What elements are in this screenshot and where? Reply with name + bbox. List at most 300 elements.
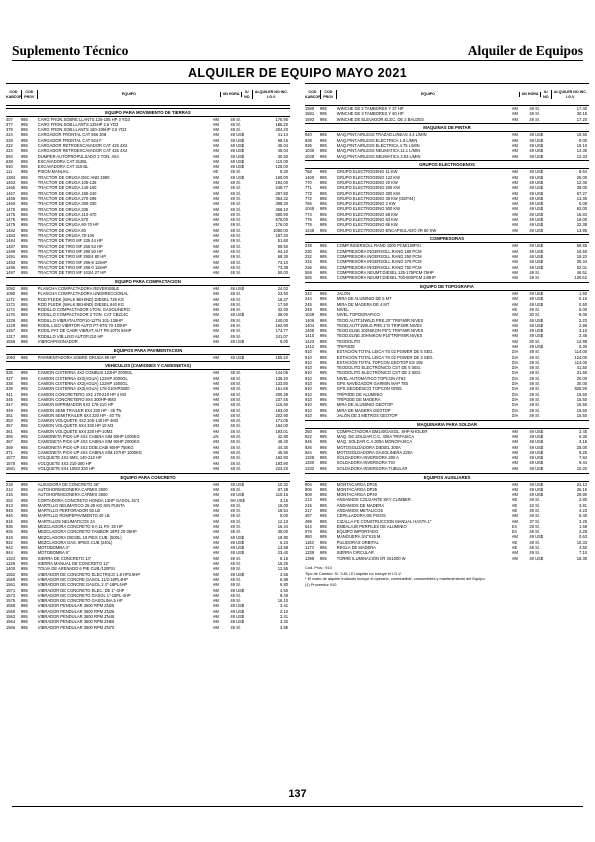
note-line: Cod. Prov.: 910 [305,564,332,570]
cell-cod-prov: 995 [319,492,327,498]
cell-cod-prov: 995 [319,502,327,508]
cell-alquiler: 48.40 [277,439,288,445]
cell-unidad: HM [212,608,219,614]
cell-cod-prov: 995 [20,481,28,487]
col-equipo: EQUIPO [38,92,222,97]
section-title: MAQUINAS DE PINTAR [305,123,589,132]
cell-cod-kabcop: 906 [305,486,312,492]
cell-cod-kabcop: 1228 [6,317,16,323]
cell-alquiler: 69.30 [277,254,288,260]
cell-iu-moneda: 49 US$ [529,227,544,233]
cell-equipo: MAQ.PINT.AIRLESS NEUMATICA 3.83 L/MIN [336,153,421,159]
cell-iu-moneda: 49 US$ [529,174,544,180]
cell-equipo: TRACTOR DE ORUGA 335 [37,206,89,212]
cell-alquiler: 161.65 [275,386,288,392]
cell-alquiler: 6.80 [280,582,288,588]
cell-iu-moneda: 49 S/. [230,291,242,297]
cell-cod-prov: 995 [319,370,327,376]
section-title: GRUPOS ELECTROGENOS [305,160,589,169]
cell-alquiler: 2.45 [579,333,587,339]
cell-equipo: MARTILLO PERFORADOR 50 LB [37,508,101,514]
cell-cod-prov: 995 [20,412,28,418]
section-title: EQUIPO PARA COMPACTACION [6,277,290,286]
cell-unidad: HE [511,508,518,513]
cell-cod-prov: 995 [319,264,327,270]
cell-alquiler: 10.33 [576,539,587,545]
footer-rule [12,806,583,807]
cell-iu-moneda: 49 S/. [230,201,242,207]
cell-iu-moneda: 49 US$ [230,614,245,620]
cell-unidad: HM [511,333,518,339]
cell-equipo: GRUPO ELECTROGENO ENCAPSULADO I/R 50 KW [336,227,437,233]
cell-cod-prov: 995 [319,343,327,349]
cell-cod-kabcop: 1332 [305,465,315,471]
cell-equipo: CARGADOR RETROEXCAVADOR CAT 426 4X4 [37,148,128,154]
cell-cod-kabcop: 679 [305,529,312,535]
cell-cod-prov: 995 [20,116,28,122]
cell-cod-prov: 995 [319,402,327,408]
cell-iu-moneda: 49 S/. [230,227,242,233]
cell-alquiler: 41.14 [277,132,288,138]
cell-cod-kabcop: 1493 [6,259,16,265]
cell-iu-moneda: 49 S/. [529,106,541,111]
cell-unidad: HM [212,227,219,233]
section-title: EQUIPOS PARA PAVIMENTACION [6,346,290,355]
cell-alquiler: 9.40 [280,592,288,598]
cell-alquiler: 7.10 [579,550,587,556]
cell-cod-kabcop: 640 [6,164,13,170]
section-title: EQUIPOS AUXILIARES [305,473,589,482]
cell-cod-prov: 995 [20,132,28,138]
cell-alquiler: 176.90 [275,116,288,122]
cell-equipo: COMPACTADORA BM140GASOL. 8HP KHOLER [336,428,428,434]
cell-cod-prov: 995 [319,534,327,540]
cell-unidad: HM [212,164,219,170]
cell-cod-kabcop: 774 [305,211,312,217]
cell-cod-prov: 995 [20,338,28,344]
cell-alquiler: 176.00 [275,222,288,228]
cell-alquiler: 68.55 [576,243,587,249]
cell-alquiler: 3.20 [579,518,587,524]
cell-alquiler: 241.07 [275,333,288,339]
cell-unidad: HM [212,418,219,424]
cell-unidad: HM [212,486,219,492]
cell-cod-prov: 995 [20,312,28,318]
cell-cod-kabcop: 946 [6,513,13,519]
cell-cod-kabcop: 1578 [6,460,16,466]
cell-alquiler: 13.36 [576,195,587,201]
cell-cod-kabcop: 1330 [305,460,315,466]
cell-equipo: PISON MANUAL [37,169,69,175]
header-left: Suplemento Técnico [12,43,129,58]
cell-equipo: MONTACARGA DP40 [336,492,377,498]
cell-iu-moneda: 49 S/. [529,116,541,122]
cell-alquiler: 3.15 [280,497,288,503]
cell-cod-prov: 995 [319,132,327,138]
cell-unidad: HM [511,455,518,461]
cell-alquiler: 3.15 [579,439,587,445]
cell-iu-moneda: 49 S/. [230,116,242,122]
cell-unidad: HM [212,460,219,466]
cell-unidad: HE [511,545,518,551]
cell-alquiler: 6.30 [579,433,587,439]
cell-cod-prov: 995 [319,217,327,223]
cell-cod-kabcop: 371 [6,449,13,455]
cell-cod-prov: 995 [20,259,28,265]
cell-cod-kabcop: 1328 [305,455,315,461]
cell-cod-kabcop: 1577 [6,455,16,461]
cell-iu-moneda: 49 US$ [230,312,245,318]
cell-alquiler: 1080.00 [273,227,288,233]
cell-iu-moneda: 49 US$ [529,481,544,487]
cell-unidad: HM [212,561,219,567]
cell-cod-prov: 995 [319,523,327,529]
cell-equipo: CAMION CISTERNA 4X2(AGUA) 122HP 2000GL [37,375,128,381]
cell-alquiler: 2.86 [579,322,587,328]
table-row [305,413,589,418]
cell-iu-moneda: 49 S/. [230,317,242,323]
cell-cod-prov: 995 [20,386,28,392]
cell-iu-moneda: 49 US$ [529,343,544,349]
cell-iu-moneda: 49 S/. [529,407,541,413]
cell-alquiler: 51.60 [277,238,288,244]
cell-unidad: HM [511,269,518,275]
page-title: ALQUILER DE EQUIPO MAYO 2021 [187,66,408,80]
cell-unidad: HM [212,301,219,307]
cell-cod-prov: 995 [20,121,28,127]
cell-equipo: ANDAMIOS COLGANTE SKY CLIMBER [336,497,411,503]
cell-equipo: REGLA DE MADERA [336,545,376,551]
cell-cod-prov: 995 [319,333,327,339]
cell-iu-moneda: 49 S/. [230,270,242,276]
cell-alquiler: 59.50 [277,243,288,249]
cell-alquiler: 23.60 [277,291,288,297]
cell-unidad: ES [511,529,517,535]
cell-equipo: RODILLO VIB.LISO AUTOP.210 HP [37,333,104,339]
cell-alquiler: 17.40 [576,106,587,111]
cell-cod-kabcop: 1398 [305,555,315,561]
cell-alquiler: 13.85 [576,227,587,233]
cell-cod-prov: 995 [319,195,327,201]
cell-iu-moneda: 49 S/. [230,296,242,302]
cell-cod-kabcop: 922 [6,539,13,545]
cell-alquiler: 3.56 [280,571,288,577]
note-line: (1) Proveedor 910 [305,581,337,587]
cell-iu-moneda: 49 US$ [529,169,544,175]
cell-unidad: HM [212,386,219,392]
cell-cod-kabcop: 1326 [6,561,16,567]
cell-equipo: VIBRADOR PENDULAR 3600 RPM ZN50 [37,619,115,625]
cell-cod-prov: 995 [20,407,28,413]
cell-alquiler: 3.81 [579,502,587,508]
cell-alquiler: 38.00 [576,185,587,191]
cell-cod-prov: 995 [20,619,28,625]
cell-cod-prov: 995 [319,148,327,154]
cell-iu-moneda: 48 S/. [230,460,242,466]
cell-alquiler: 184.00 [275,423,288,429]
cell-iu-moneda: 49 US$ [230,481,245,487]
cell-equipo: TRACTOR DE TIRO MF 296-0 115HP [37,264,108,270]
cell-alquiler: 297.80 [275,190,288,196]
cell-alquiler: 114.00 [574,359,587,365]
cell-iu-moneda: 48 S/. [529,539,541,545]
cell-unidad: HM [212,322,219,328]
col-cod-kabcop: COD KABCOP [6,90,22,99]
cell-cod-prov: 995 [20,233,28,239]
cell-cod-prov: 995 [319,259,327,265]
cell-unidad: HM [511,338,518,344]
cell-unidad: HM [212,307,219,313]
cell-alquiler: 2.28 [579,529,587,535]
cell-cod-kabcop: 915 [6,518,13,524]
cell-cod-kabcop: 367 [6,439,13,445]
section-title: EQUIPO PARA MOVIMIENTO DE TIERRAS [6,108,290,117]
cell-iu-moneda: 29 S/. [529,523,541,529]
cell-equipo: MOTOBOMBA 4" [37,545,70,551]
cell-unidad: HM [511,343,518,349]
cell-unidad: HM [212,555,219,561]
cell-iu-moneda: 49 US$ [529,444,544,450]
cell-alquiler: 24.14 [576,481,587,487]
cell-cod-prov: 995 [20,322,28,328]
cell-iu-moneda: 49 US$ [529,455,544,461]
cell-unidad: HM [511,328,518,334]
cell-equipo: VIBRADOR DE CONCRETO ELEC. DE 1"-3HP [37,587,125,593]
cell-cod-kabcop: 910 [305,365,312,371]
cell-unidad: HM [212,243,219,249]
cell-unidad: HM [511,185,518,191]
cell-iu-moneda: 49 US$ [529,433,544,439]
cell-iu-moneda: 49 S/. [230,301,242,307]
cell-unidad: HM [212,195,219,201]
cell-unidad: UN [212,434,219,440]
note-line: * El costo de alquiler indicado incluye el operario, combustible, consumibles y mantenimiento del Equipo. [305,576,486,582]
cell-cod-kabcop: 1491 [6,254,16,260]
cell-cod-kabcop: 1558 [6,603,16,609]
cell-alquiler: 826.90 [574,386,587,392]
cell-alquiler: 45.04 [277,142,288,148]
cell-cod-kabcop: 365 [6,434,13,440]
cell-equipo: MEZCLADORA CONCRETO TAMBOR 18P3 20-35HP [37,529,137,535]
cell-equipo: TRÍPODE DE MADERA [336,396,381,402]
cell-cod-kabcop: 349 [6,407,13,413]
cell-alquiler: 3.95 [280,624,288,630]
cell-alquiler: 73.38 [277,264,288,270]
cell-equipo: VIBRADOR PENDULAR 3600 RPM ZN35 [37,608,115,614]
cell-unidad: HM [212,539,219,545]
cell-alquiler: 26.15 [576,486,587,492]
cell-alquiler: 110.00 [275,158,288,164]
table-header [305,83,589,106]
cell-iu-moneda: 49 US$ [529,190,544,196]
cell-cod-prov: 995 [20,428,28,434]
cell-alquiler: 18.80 [277,534,288,540]
cell-alquiler: 580.90 [275,211,288,217]
cell-unidad: HM [212,153,219,159]
cell-alquiler: 193.01 [275,428,288,434]
cell-iu-moneda: 49 S/. [230,217,242,223]
cell-cod-prov: 995 [319,206,327,212]
cell-equipo: GRUPO ELECTROGENO 38 KW (GEP44) [336,195,415,201]
cell-cod-kabcop: 1484 [6,238,16,244]
cell-equipo: COMPRESORA INGERSOLL RAND 375 PCM [336,259,422,265]
cell-equipo: CAMION VOLQUETE 4X2 105-140 HP 4M3 [37,418,119,424]
cell-equipo: MAQ.PINT.AIRLESS TRAZAD.LINEAS 4.4 L/MIN [336,132,427,138]
cell-iu-moneda: 49 S/. [230,322,242,328]
cell-equipo: CAMION CISTERNA 4X2(AGUA) 178-210HP3000 [37,386,130,392]
cell-cod-prov: 995 [20,137,28,143]
cell-cod-kabcop: 1248 [305,227,315,233]
cell-cod-prov: 995 [20,566,28,572]
cell-cod-prov: 995 [20,381,28,387]
cell-iu-moneda: 49 S/. [230,185,242,191]
cell-alquiler: 50.00 [277,270,288,276]
cell-iu-moneda: 37 S/. [529,518,541,524]
cell-cod-prov: 995 [319,449,327,455]
cell-cod-prov: 995 [319,111,327,117]
cell-equipo: CIZALLA FE CONSTRUCCION MANUAL HASTA 1" [336,518,432,524]
cell-iu-moneda: 49 S/. [230,254,242,260]
cell-alquiler: 17.50 [277,301,288,307]
cell-unidad: HM [511,486,518,492]
cell-alquiler: 237.45 [275,396,288,402]
cell-unidad: HM [511,275,518,281]
cell-cod-prov: 995 [319,328,327,334]
cell-unidad: HM [212,291,219,297]
cell-equipo: CAMION VOLQUETE 6X4 330 HP 10 M3 [37,423,114,429]
cell-equipo: COMPRESORA INGERSOLL RAND 250 PCM [336,254,422,260]
col-un: UN HORA [221,92,242,97]
cell-alquiler: 26.00 [576,174,587,180]
cell-iu-moneda: 49 US$ [230,354,245,360]
cell-iu-moneda: 49 S/. [230,259,242,265]
cell-cod-kabcop: 644 [305,523,312,529]
cell-cod-prov: 995 [20,396,28,402]
cell-unidad: HM [212,423,219,429]
header-right: Alquiler de Equipos [467,43,583,58]
cell-alquiler: 18.30 [576,555,587,561]
cell-alquiler: 4.50 [280,587,288,593]
cell-equipo: TEOD.ELNE 202NIKON P5"C TRIP.MIR.NIVES [336,328,424,334]
cell-equipo: ANDAMIOS METALICOS [336,508,384,513]
cell-equipo: GRUPO ELECTROGENO 11 KW [336,169,398,175]
cell-alquiler: 193.90 [275,460,288,466]
cell-cod-prov: 995 [319,306,327,312]
cell-unidad: HM [212,614,219,620]
cell-iu-moneda: 49 US$ [529,185,544,191]
cell-cod-kabcop: 224 [6,148,13,154]
cell-cod-prov: 995 [319,201,327,207]
cell-cod-prov: 995 [20,497,28,503]
cell-cod-kabcop: 1571 [6,587,16,593]
cell-alquiler: 45.04 [277,148,288,154]
cell-unidad: HM [511,481,518,487]
cell-iu-moneda: 49 S/. [529,349,541,355]
cell-unidad: DIA [511,391,519,397]
cell-equipo: SOLDADORA INVERSORA TUBULAR [336,465,408,471]
cell-alquiler: 15.50 [576,402,587,408]
cell-alquiler: 15.10 [576,142,587,148]
cell-cod-kabcop: 771 [305,185,312,191]
cell-equipo: ROD PLEDK (WALK BEHIND) DIESEL 940 KG [37,301,124,307]
cell-alquiler: 174.77 [275,328,288,334]
cell-alquiler: 0.50 [579,301,587,307]
cell-cod-kabcop: 1384 [6,174,16,180]
cell-iu-moneda: 48 S/. [230,434,242,440]
cell-iu-moneda: 49 US$ [529,264,544,270]
cell-unidad: HM [212,317,219,323]
cell-iu-moneda: 48 S/. [230,455,242,461]
cell-cod-kabcop: 214 [6,486,13,492]
cell-iu-moneda: 49 US$ [230,153,245,159]
cell-equipo: CAMION SEMI TRAILER 6X4 330 HP - 35 TN [37,407,122,413]
cell-alquiler: 0.63 [579,534,587,540]
cell-unidad: DIA [511,402,519,408]
table-row [6,466,290,471]
cell-unidad: DIA [511,359,519,365]
cell-cod-kabcop: 1482 [6,227,16,233]
cell-unidad: HM [212,185,219,191]
cell-alquiler: 182.90 [275,455,288,461]
cell-unidad: HM [212,407,219,413]
cell-unidad: HM [212,259,219,265]
cell-alquiler: 41.50 [576,365,587,371]
cell-alquiler: 42.90 [277,434,288,440]
cell-iu-moneda: 49 US$ [230,132,245,138]
cell-cod-prov: 995 [319,354,327,360]
cell-unidad: HM [511,259,518,265]
cell-unidad: HM [511,179,518,185]
cell-equipo: SIERRA CIRCULAR [336,550,374,556]
cell-unidad: HM [212,619,219,625]
cell-unidad: HM [511,296,518,302]
cell-cod-prov: 995 [319,142,327,148]
cell-alquiler: 15.50 [576,391,587,397]
cell-iu-moneda: 48 S/. [230,449,242,455]
cell-iu-moneda: 49 S/. [529,354,541,360]
cell-equipo: SIERRA MANUAL DE CONCRETO 12" [37,561,110,567]
cell-iu-moneda: 49 US$ [529,254,544,260]
cell-cod-prov: 995 [319,439,327,445]
cell-alquiler: 29.80 [576,492,587,498]
cell-alquiler: 4.23 [579,508,587,513]
cell-equipo: CORTADORA CONCRETO HONDA 13HP GASOL.16"4 [37,497,140,503]
cell-cod-kabcop: 369 [6,444,13,450]
cell-cod-prov: 995 [20,211,28,217]
cell-cod-kabcop: 1495 [6,264,16,270]
cell-cod-prov: 995 [20,402,28,408]
cell-alquiler: 16.20 [277,561,288,567]
cell-alquiler: 202.90 [275,412,288,418]
cell-equipo: GRUPO ELECTROGENO 205 KW [336,185,401,191]
cell-iu-moneda: 49 S/. [230,233,242,239]
cell-unidad: HM [511,137,518,143]
cell-unidad: HM [511,248,518,254]
cell-cod-kabcop: 1174 [6,307,15,313]
cell-unidad: HM [212,624,219,630]
cell-unidad: HM [212,158,219,164]
cell-alquiler: 12.98 [576,338,587,344]
cell-equipo: MIRA DE MADERA DE 4 MT [336,301,390,307]
cell-cod-prov: 995 [20,291,28,297]
cell-equipo: SOLDADORA INVERSORA TIG [336,460,396,466]
cell-cod-kabcop: 773 [305,190,312,196]
cell-cod-prov: 995 [319,444,327,450]
cell-unidad: HM [511,148,518,154]
cell-equipo: CARG FRON.SOB.LLANTS 125HP 2.5 YD3 [37,121,119,127]
note-line: Tipo de Cambio: S/. 3.81 / El alquiler no incluye el I.G.V. [305,570,402,576]
cell-cod-kabcop: 908 [305,492,312,498]
